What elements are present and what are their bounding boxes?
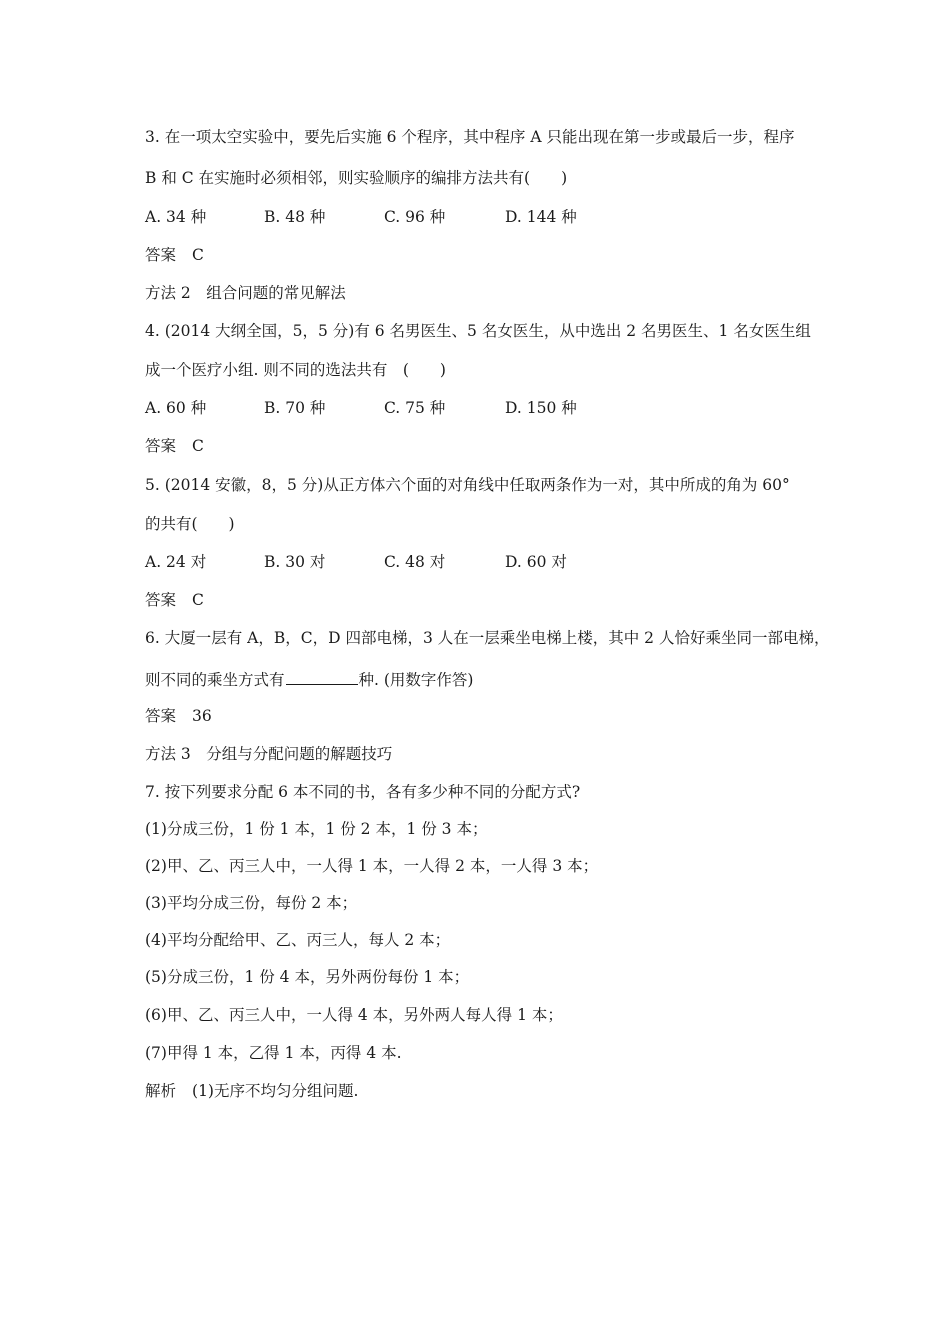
q7-item-7: (7)甲得 1 本，乙得 1 本，丙得 4 本. [145, 1044, 402, 1062]
q6-line1: 6. 大厦一层有 A，B，C，D 四部电梯，3 人在一层乘坐电梯上楼，其中 2 人恰好乘坐同一部电梯， [145, 629, 830, 647]
q6-line2-post: 种. (用数字作答) [358, 671, 474, 689]
q5-choice-c: C. 48 对 [384, 553, 446, 571]
answer-value: C [192, 246, 204, 264]
q3-choice-b: B. 48 种 [264, 208, 326, 226]
q5-choice-b: B. 30 对 [264, 553, 326, 571]
q3-choice-c: C. 96 种 [384, 208, 446, 226]
answer-value: C [192, 591, 204, 609]
q3-answer [145, 245, 204, 265]
q7-item-2: (2)甲、乙、丙三人中，一人得 1 本，一人得 2 本，一人得 3 本； [145, 857, 599, 875]
q4-line1: 4. (2014 大纲全国，5，5 分)有 6 名男医生、5 名女医生，从中选出 2 名男医生、1 名女医生组 [145, 322, 811, 340]
q7-item-1: (1)分成三份，1 份 1 本，1 份 2 本，1 份 3 本； [145, 820, 488, 838]
q4-choice-c: C. 75 种 [384, 399, 446, 417]
answer-label: 答案 [145, 437, 177, 455]
q4-answer [145, 436, 204, 456]
q5-choice-a: A. 24 对 [145, 553, 207, 571]
answer-value: C [192, 437, 204, 455]
q5-answer [145, 590, 204, 610]
q7-item-6: (6)甲、乙、丙三人中，一人得 4 本，另外两人每人得 1 本； [145, 1006, 563, 1024]
q4-choice-d: D. 150 种 [505, 399, 577, 417]
q6-answer [145, 706, 212, 726]
q7-item-5: (5)分成三份，1 份 4 本，另外两份每份 1 本； [145, 968, 470, 986]
q7-stem: 7. 按下列要求分配 6 本不同的书，各有多少种不同的分配方式? [145, 783, 581, 801]
q5-line1: 5. (2014 安徽，8，5 分)从正方体六个面的对角线中任取两条作为一对，其中所成的角为 60° [145, 476, 790, 494]
analysis-text: (1)无序不均匀分组问题. [192, 1082, 359, 1100]
q6-line2 [145, 667, 473, 690]
q4-choice-b: B. 70 种 [264, 399, 326, 417]
q7-item-4: (4)平均分配给甲、乙、丙三人，每人 2 本； [145, 931, 451, 949]
q3-choice-d: D. 144 种 [505, 208, 577, 226]
q3-line1: 3. 在一项太空实验中，要先后实施 6 个程序，其中程序 A 只能出现在第一步或最后一步，程序 [145, 128, 795, 146]
analysis-label: 解析 [145, 1082, 177, 1100]
answer-label: 答案 [145, 591, 177, 609]
q3-choice-a: A. 34 种 [145, 208, 207, 226]
q7-item-3: (3)平均分成三份，每份 2 本； [145, 894, 358, 912]
method3-heading: 方法 3 分组与分配问题的解题技巧 [145, 745, 393, 763]
q5-line2: 的共有( ) [145, 515, 235, 533]
q7-analysis [145, 1081, 358, 1101]
q3-line2: B 和 C 在实施时必须相邻，则实验顺序的编排方法共有( ) [145, 169, 568, 187]
answer-label: 答案 [145, 707, 177, 725]
answer-blank [286, 667, 358, 685]
q4-choice-a: A. 60 种 [145, 399, 207, 417]
q5-choice-d: D. 60 对 [505, 553, 567, 571]
q4-line2: 成一个医疗小组. 则不同的选法共有 ( ) [145, 361, 446, 379]
answer-value: 36 [192, 707, 212, 725]
method2-heading: 方法 2 组合问题的常见解法 [145, 284, 346, 302]
q6-line2-pre: 则不同的乘坐方式有 [145, 671, 285, 689]
answer-label: 答案 [145, 246, 177, 264]
